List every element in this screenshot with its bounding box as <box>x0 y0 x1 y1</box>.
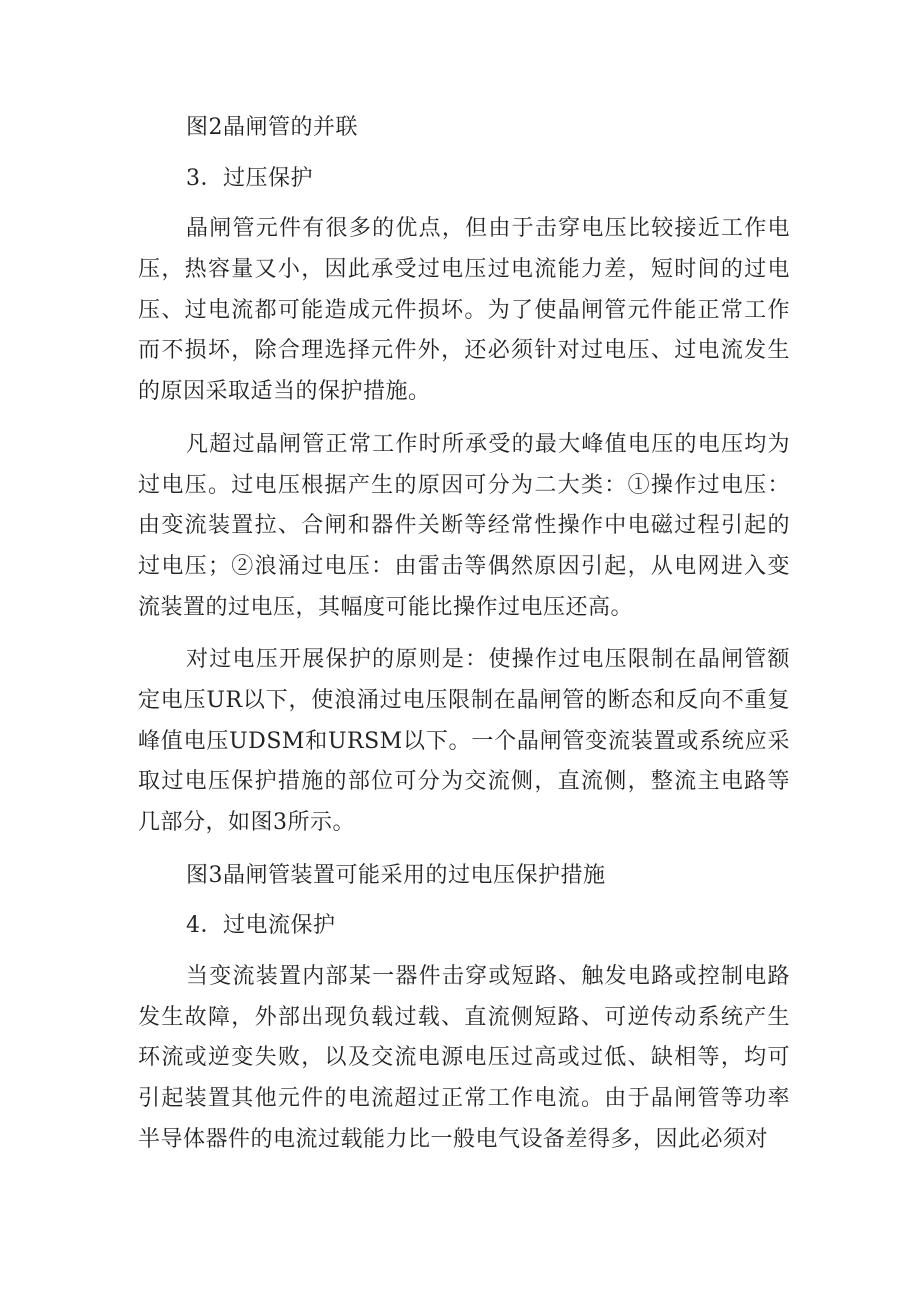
paragraph-1: 晶闸管元件有很多的优点，但由于击穿电压比较接近工作电压，热容量又小，因此承受过电压过电流能力差，短时间的过电压、过电流都可能造成元件损坏。为了使晶闸管元件能正常工作而不损坏，除合理选择元件外，还必须针对过电压、过电流发生的原因采取适当的保护措施。 <box>138 216 790 405</box>
paragraph-4: 当变流装置内部某一器件击穿或短路、触发电路或控制电路发生故障，外部出现负载过载、直流侧短路、可逆传动系统产生环流或逆变失败，以及交流电源电压过高或过低、缺相等，均可引起装置其他元件的电流超过正常工作电流。由于晶闸管等功率半导体器件的电流过载能力比一般电气设备差得多，因此必须对 <box>138 964 790 1152</box>
paragraph-2: 凡超过晶闸管正常工作时所承受的最大峰值电压的电压均为过电压。过电压根据产生的原因可分为二大类：①操作过电压：由变流装置拉、合闸和器件关断等经常性操作中电磁过程引起的过电压；②浪涌过电压：由雷击等偶然原因引起，从电网进入变流装置的过电压，其幅度可能比操作过电压还高。 <box>138 431 790 620</box>
document-body <box>138 108 790 1173</box>
figure-3-caption: 图3晶闸管装置可能采用的过电压保护措施 <box>186 862 606 888</box>
paragraph-3: 对过电压开展保护的原则是：使操作过电压限制在晶闸管额定电压UR以下，使浪涌过电压限制在晶闸管的断态和反向不重复峰值电压UDSM和URSM以下。一个晶闸管变流装置或系统应采取过电压保护措施的部位可分为交流侧，直流侧，整流主电路等几部分，如图3所示。 <box>138 647 790 835</box>
section-4-heading: 4．过电流保护 <box>186 913 336 939</box>
section-3-heading: 3．过压保护 <box>186 165 313 191</box>
figure-2-caption: 图2晶闸管的并联 <box>186 115 358 140</box>
